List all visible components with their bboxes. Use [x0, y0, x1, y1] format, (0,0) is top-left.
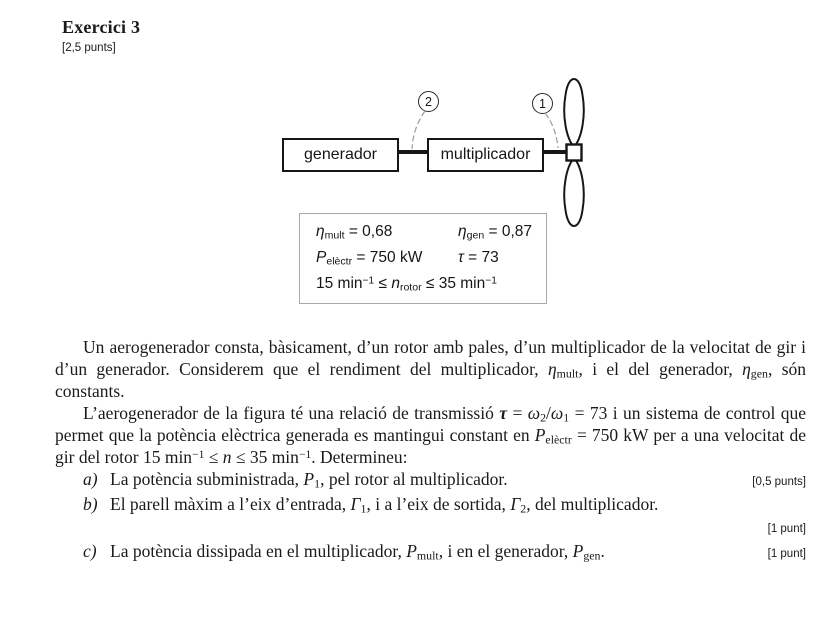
param-p-electr: Pelèctr = 750 kW	[316, 249, 423, 268]
callout-1-badge	[532, 93, 553, 114]
param-eta-mult: ηmult = 0,68	[316, 223, 393, 242]
question-a-marker: a)	[83, 469, 98, 489]
param-eta-gen: ηgen = 0,87	[458, 223, 533, 242]
question-item-a	[55, 468, 806, 493]
question-a-points: [0,5 punts]	[752, 476, 806, 488]
exercise-body	[55, 336, 806, 565]
generator-box	[282, 138, 399, 172]
question-b-text: El parell màxim a l’eix d’entrada, Γ1, i a l’eix de sortida, Γ2, del multiplicador.	[110, 494, 659, 516]
question-a-text: La potència subministrada, P1, pel rotor al multiplicador.	[110, 469, 508, 491]
question-item-b	[55, 493, 806, 515]
multiplier-box	[427, 138, 544, 172]
param-n-range: 15 $\min^{-1}$ ≤ nrotor ≤ 35 $\min^{-1}$	[316, 275, 497, 294]
shaft-1	[544, 150, 574, 154]
callout-2-label: 2	[425, 94, 432, 109]
question-item-c	[55, 540, 806, 565]
paragraph-problem: L’aerogenerador de la figura té una relació de transmissió τ = ω2/ω1 = 73 i un sistema de control que permet que la potència elèctrica generada es mantingui constant en Pelèctr = 750 kW per a una velocitat de gir del rotor 15 $\min^{-1} \le n \le 35$ $\min^{-1}$. Determineu:	[55, 403, 806, 467]
question-b-marker: b)	[83, 494, 98, 514]
exercise-title-points: [2,5 punts]	[62, 42, 116, 54]
question-c-text: La potència dissipada en el multiplicador, Pmult, i en el generador, Pgen.	[110, 541, 605, 563]
callout-1-label: 1	[539, 96, 546, 111]
rotor-blade-upper	[564, 79, 584, 147]
param-tau: τ = 73	[458, 249, 499, 266]
rotor-blade-lower	[564, 158, 584, 226]
paragraph-intro: Un aerogenerador consta, bàsicament, d’un rotor amb pales, d’un multiplicador de la velocitat de gir i d’un generador. Considerem que el rendiment del multiplicador, ηmult, i el del generador, ηgen, són constants.	[55, 337, 807, 401]
callout-2-leader-line	[412, 111, 425, 149]
question-b-points: [1 punt]	[767, 523, 806, 535]
callout-2-badge	[418, 91, 439, 112]
parameter-box	[299, 213, 547, 304]
shaft-2	[399, 150, 428, 154]
exercise-title: Exercici 3	[62, 17, 141, 37]
multiplier-label: multiplicador	[440, 146, 531, 163]
question-c-points: [1 punt]	[767, 548, 806, 560]
generator-label: generador	[304, 146, 377, 163]
callout-1-leader-line	[545, 113, 558, 148]
question-b-points-line	[55, 515, 806, 540]
question-c-marker: c)	[83, 541, 97, 561]
